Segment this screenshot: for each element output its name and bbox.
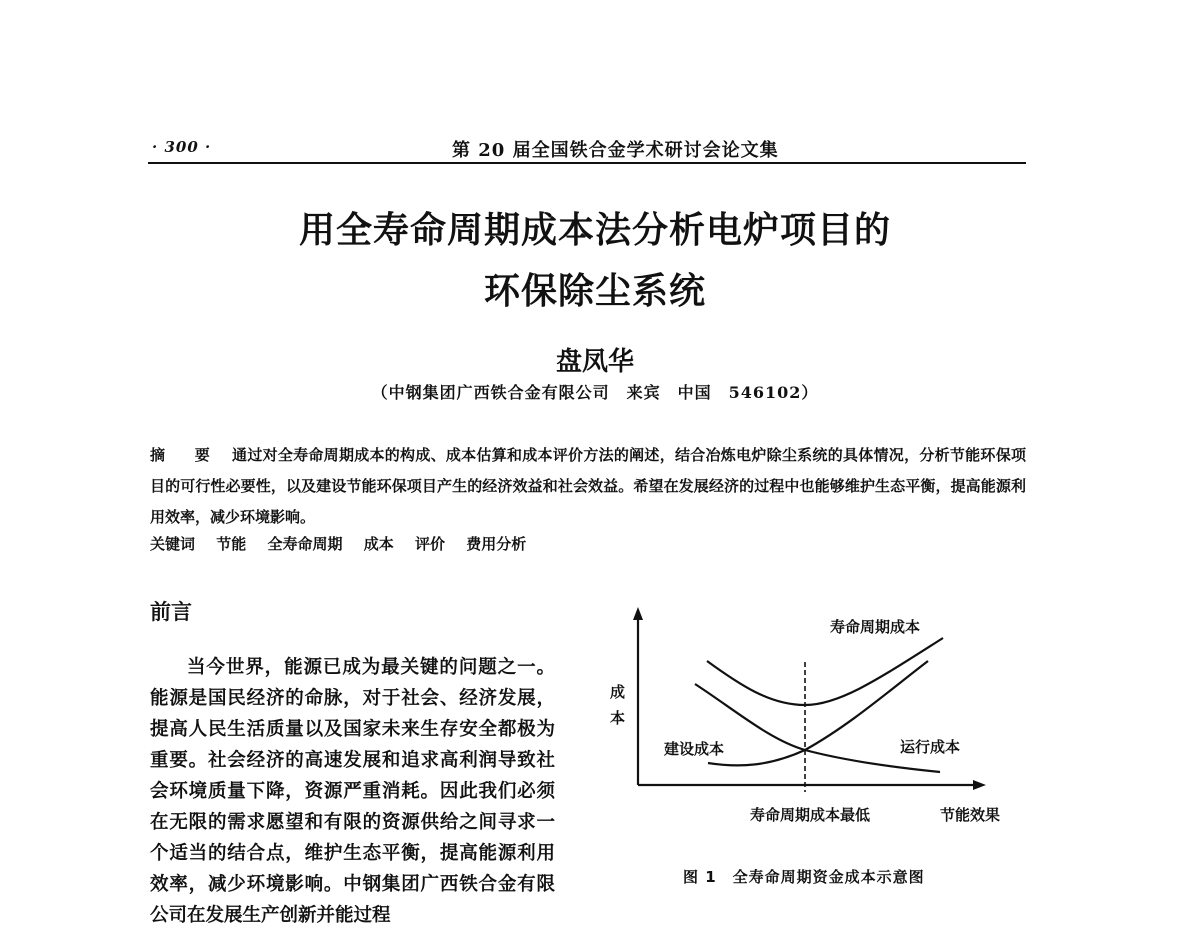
figure-number: 图 1 [683, 868, 717, 886]
keyword: 全寿命周期 [267, 535, 343, 553]
construction-cost-curve [695, 684, 940, 772]
keyword: 节能 [216, 535, 247, 553]
keywords [150, 533, 542, 554]
abstract-text: 通过对全寿命周期成本的构成、成本估算和成本评价方法的阐述，结合冶炼电炉除尘系统的具体情况，分析节能环保项目的可行性必要性，以及建设节能环保项目产生的经济效益和社会效益。希望在发展经济的过程中也能够维护生态平衡，提高能源利用效率，减少环境影响。 [150, 446, 1026, 526]
keyword: 评价 [415, 535, 446, 553]
x-axis-label: 节能效果 [940, 806, 1001, 824]
figure-caption-text: 全寿命周期资金成本示意图 [732, 868, 925, 886]
min-cost-label: 寿命周期成本最低 [750, 806, 871, 824]
keyword: 成本 [363, 535, 394, 553]
keyword: 费用分析 [466, 535, 527, 553]
figure-caption [683, 866, 925, 887]
page-number: · 300 · [152, 138, 212, 156]
section-heading: 前言 [150, 600, 192, 624]
author-name: 盘凤华 [555, 347, 634, 377]
header-divider [148, 162, 1026, 164]
x-axis-arrow-icon [973, 780, 986, 790]
y-axis-label-1: 成 [610, 683, 626, 701]
y-axis-arrow-icon [633, 607, 643, 620]
paper-title-line-1: 用全寿命周期成本法分析电炉项目的 [298, 210, 891, 251]
abstract-label: 摘 要 [150, 446, 223, 464]
affiliation: （中钢集团广西铁合金有限公司 来宾 中国 546102） [371, 383, 819, 402]
body-paragraph: 当今世界，能源已成为最关键的问题之一。能源是国民经济的命脉，对于社会、经济发展，提高人民生活质量以及国家未来生存安全都极为重要。社会经济的高速发展和追求高利润导致社会环境质量下降，资源严重消耗。因此我们必须在无限的需求愿望和有限的资源供给之间寻求一个适当的结合点，维护生态平衡，提高能源利用效率，减少环境影响。中钢集团广西铁合金有限公司在发展生产创新并能过程 [150, 657, 555, 926]
lifecycle-cost-figure [590, 595, 1030, 895]
construction-cost-label: 建设成本 [664, 740, 725, 758]
abstract [150, 440, 1026, 533]
paper-title-line-2: 环保除尘系统 [483, 271, 706, 312]
lifecycle-cost-curve [707, 638, 943, 705]
keywords-label: 关键词 [150, 535, 196, 553]
y-axis-label-2: 本 [610, 709, 626, 727]
cost-curve-chart [590, 595, 1030, 895]
proceedings-title: 第 20 届全国铁合金学术研讨会论文集 [452, 140, 779, 161]
operation-cost-label: 运行成本 [900, 738, 961, 756]
operation-cost-curve [708, 661, 928, 765]
lifecycle-cost-label: 寿命周期成本 [830, 618, 921, 636]
